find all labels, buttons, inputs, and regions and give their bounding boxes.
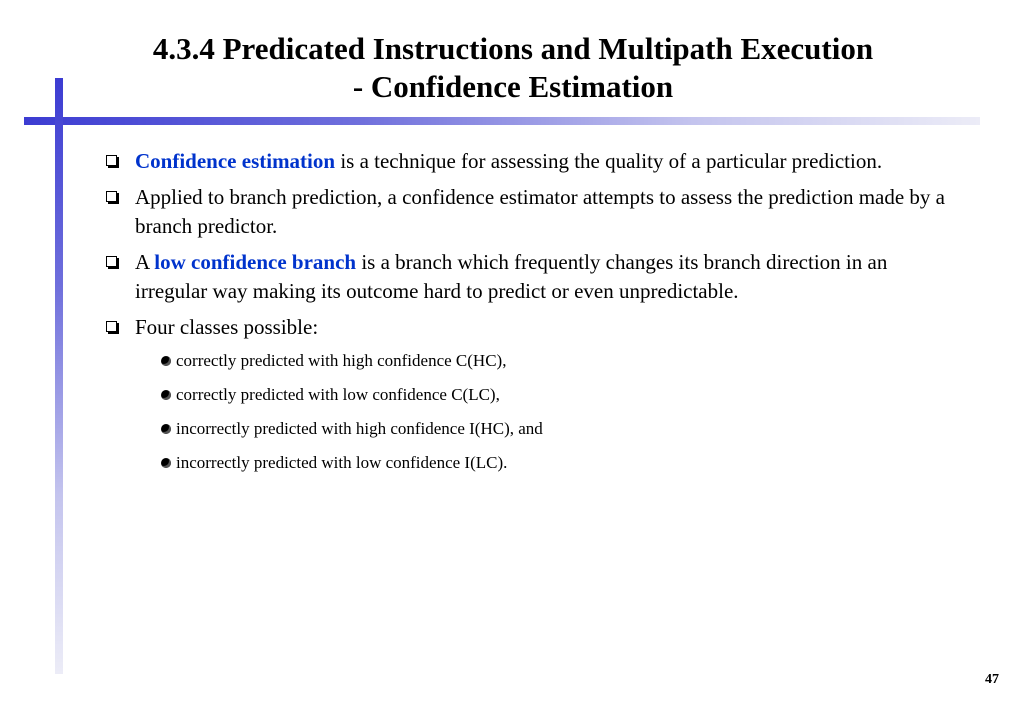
title-line-2: - Confidence Estimation (352, 69, 674, 104)
vertical-accent-bar (55, 78, 63, 674)
sub-bullet-item (106, 417, 946, 441)
title-line-1: 4.3.4 Predicated Instructions and Multipath Execution (152, 31, 874, 66)
bullet-item (106, 147, 946, 176)
square-bullet-icon (106, 321, 117, 332)
bullet-highlight: Confidence estimation (135, 149, 336, 173)
square-bullet-icon (106, 256, 117, 267)
sub-bullet-text: incorrectly predicted with low confidence I(LC). (176, 453, 508, 472)
sub-bullet-text: correctly predicted with high confidence C(HC), (176, 351, 507, 370)
bullet-highlight: low confidence branch (154, 250, 357, 274)
slide-title (40, 30, 986, 106)
square-bullet-icon (106, 191, 117, 202)
sub-bullet-text: incorrectly predicted with high confidence I(HC), and (176, 419, 543, 438)
page-number: 47 (985, 672, 999, 687)
bullet-post: Four classes possible: (135, 315, 319, 339)
bullet-item (106, 313, 946, 342)
round-bullet-icon (161, 458, 171, 468)
horizontal-accent-bar (24, 117, 980, 125)
round-bullet-icon (161, 356, 171, 366)
bullet-post: is a technique for assessing the quality of a particular prediction. (335, 149, 883, 173)
sub-bullet-item (106, 383, 946, 407)
sub-bullet-item (106, 451, 946, 475)
sub-bullet-text: correctly predicted with low confidence C(LC), (176, 385, 500, 404)
sub-bullet-item (106, 349, 946, 373)
square-bullet-icon (106, 155, 117, 166)
bullet-post: is a branch which frequently changes its branch direction in an irregular way making its outcome hard to predict or even unpredictable. (135, 250, 888, 303)
round-bullet-icon (161, 424, 171, 434)
bullet-post: Applied to branch prediction, a confidence estimator attempts to assess the prediction made by a branch predictor. (135, 185, 945, 238)
bullet-pre: A (135, 250, 155, 274)
bullet-item (106, 183, 946, 241)
slide-body (106, 147, 946, 485)
bullet-item (106, 248, 946, 306)
round-bullet-icon (161, 390, 171, 400)
